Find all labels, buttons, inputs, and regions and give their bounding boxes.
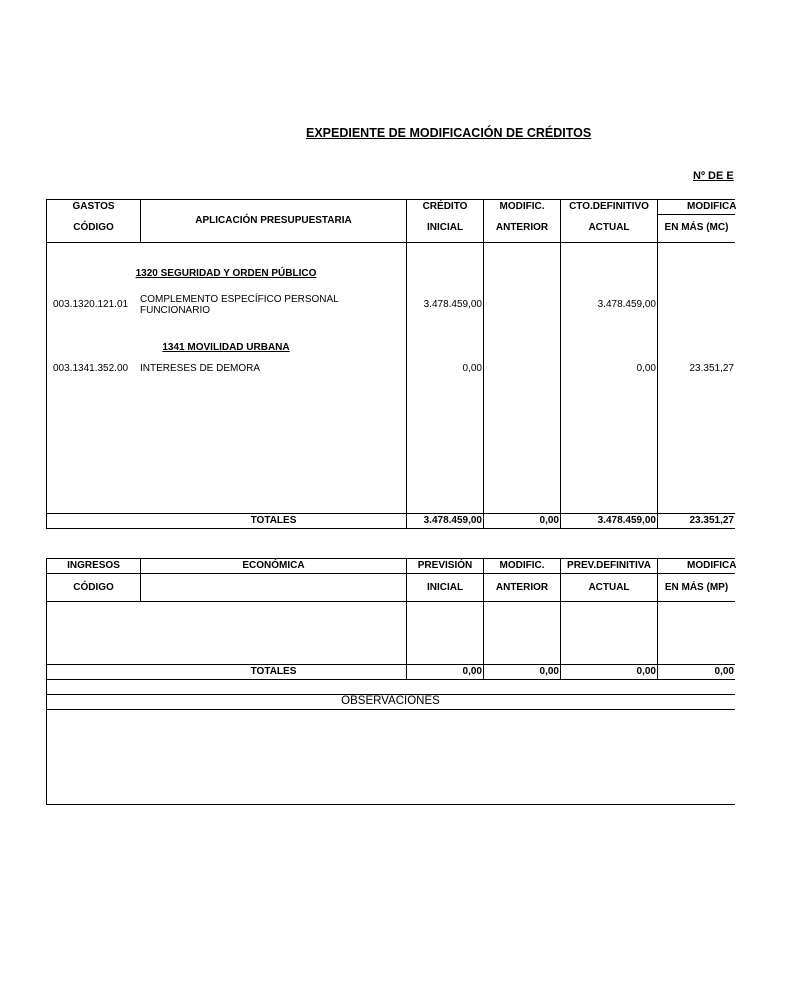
gastos-left-border xyxy=(46,199,47,529)
gastos-header-en-mas: EN MÁS (MC) xyxy=(664,222,729,233)
ingresos-header-divider xyxy=(46,573,735,574)
ingresos-left-border xyxy=(46,558,47,680)
row-code: 003.1320.121.01 xyxy=(53,299,129,310)
row-credito-inicial: 3.478.459,00 xyxy=(423,299,482,310)
section-heading: 1320 SEGURIDAD Y ORDEN PÚBLICO xyxy=(135,268,317,279)
gastos-totals-top xyxy=(46,513,735,514)
ingresos-header-modific: MODIFIC. xyxy=(499,560,545,571)
section-heading: 1341 MOVILIDAD URBANA xyxy=(162,342,290,353)
gastos-header-aplicacion: APLICACIÓN PRESUPUESTARIA xyxy=(195,215,352,226)
ingresos-header-en-mas: EN MÁS (MP) xyxy=(664,582,729,593)
ingresos-col-divider xyxy=(483,558,484,680)
ingresos-header-economica: ECONÓMICA xyxy=(242,560,305,571)
gastos-col-divider xyxy=(483,199,484,529)
ingresos-total-prev-definitiva: 0,00 xyxy=(636,666,656,677)
ingresos-totals-top xyxy=(46,664,735,665)
gastos-header-anterior: ANTERIOR xyxy=(495,222,549,233)
gastos-header-codigo: CÓDIGO xyxy=(73,222,114,233)
ingresos-header-inicial: INICIAL xyxy=(426,582,464,593)
ingresos-col-divider xyxy=(406,558,407,680)
observaciones-header-bottom xyxy=(46,709,735,710)
gastos-total-modific-anterior: 0,00 xyxy=(539,515,559,526)
ingresos-total-modific-anterior: 0,00 xyxy=(539,666,559,677)
ingresos-top-border xyxy=(46,558,735,559)
row-cto-definitivo: 0,00 xyxy=(636,363,656,374)
document-title: EXPEDIENTE DE MODIFICACIÓN DE CRÉDITOS xyxy=(306,126,592,140)
gastos-header-actual: ACTUAL xyxy=(588,222,630,233)
gastos-total-en-mas: 23.351,27 xyxy=(689,515,734,526)
row-credito-inicial: 0,00 xyxy=(462,363,482,374)
gastos-total-credito-inicial: 3.478.459,00 xyxy=(423,515,482,526)
gastos-total-cto-definitivo: 3.478.459,00 xyxy=(597,515,656,526)
row-cto-definitivo: 3.478.459,00 xyxy=(597,299,656,310)
ingresos-total-en-mas: 0,00 xyxy=(714,666,734,677)
row-description: COMPLEMENTO ESPECÍFICO PERSONAL FUNCIONARIO xyxy=(140,294,339,316)
gastos-header-modific: MODIFIC. xyxy=(499,201,545,212)
ingresos-header-anterior: ANTERIOR xyxy=(495,582,549,593)
gastos-header-modifica: MODIFICA xyxy=(687,201,737,212)
ingresos-total-prevision-inicial: 0,00 xyxy=(462,666,482,677)
row-en-mas: 23.351,27 xyxy=(689,363,734,374)
ingresos-col-divider xyxy=(560,558,561,680)
gastos-modifica-divider xyxy=(657,214,735,215)
gastos-header-inicial: INICIAL xyxy=(426,222,464,233)
observaciones-label: OBSERVACIONES xyxy=(341,695,440,707)
ingresos-header-codigo: CÓDIGO xyxy=(73,582,114,593)
gastos-totals-label: TOTALES xyxy=(250,515,297,526)
gastos-header-gastos: GASTOS xyxy=(72,201,115,212)
gastos-header-cto-definitivo: CTO.DEFINITIVO xyxy=(569,201,649,212)
ingresos-header-actual: ACTUAL xyxy=(588,582,630,593)
ingresos-header-modifica: MODIFICA xyxy=(687,560,737,571)
row-description: INTERESES DE DEMORA xyxy=(140,363,261,374)
gastos-header-credito: CRÉDITO xyxy=(422,201,468,212)
row-code: 003.1341.352.00 xyxy=(53,363,129,374)
gastos-header-bottom xyxy=(46,242,735,243)
ingresos-totals-label: TOTALES xyxy=(250,666,297,677)
ingresos-header-prevision: PREVISIÓN xyxy=(417,560,473,571)
expediente-number-label: Nº DE E xyxy=(693,170,734,182)
ingresos-bottom-border xyxy=(46,679,735,680)
ingresos-header-prev-definitiva: PREV.DEFINITIVA xyxy=(567,560,651,571)
gastos-top-border xyxy=(46,199,735,200)
ingresos-col-divider xyxy=(657,558,658,680)
gastos-bottom-border xyxy=(46,528,735,529)
ingresos-header-bottom xyxy=(46,601,735,602)
observaciones-bottom-border xyxy=(46,804,735,805)
ingresos-header-ingresos: INGRESOS xyxy=(67,560,120,571)
